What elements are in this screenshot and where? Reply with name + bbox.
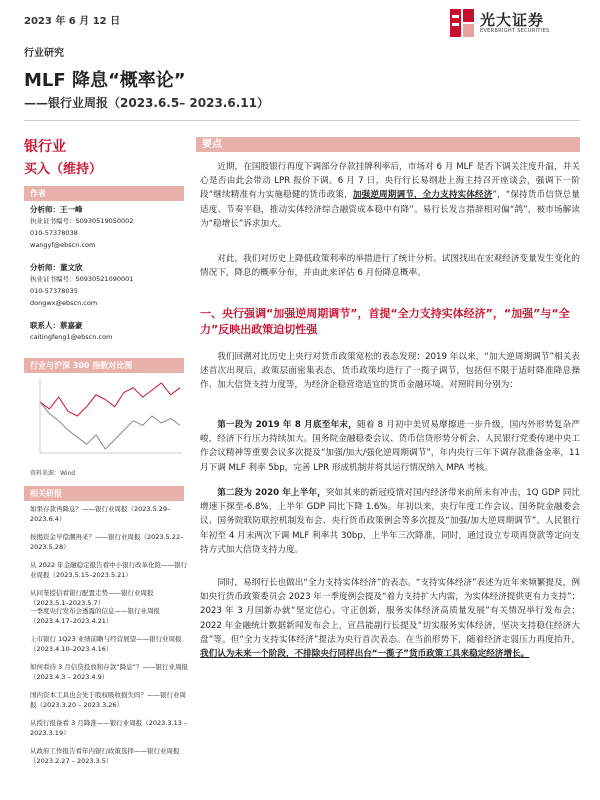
chart-series-line [40, 383, 180, 416]
authors-header: 作者 [24, 186, 184, 201]
body-paragraph-5: 第二段为 2020 年上半年，突如其来的新冠疫情对国内经济带来前所未有冲击，1Q GDP 同比增速下探至-6.8%，上半年 GDP 同比下降 1.6%。年初以来，央行年度工作会议、国务院金融委会议、国务院联防联控机制发布会、央行货币政策例会等多次提及“加强/加大逆周期调节”。人民银行年初至 4 月末两次下调 MLF 利率共 30bp，上半年三次降准，同时，通过设立专项再贷款等定向支持方式加大信贷支持力度。 [200, 488, 581, 555]
related-report-link[interactable]: 国内资本工具也会先于股权吸收损失吗？——银行业周报（2023.3.20 – 2023.3.26） [30, 691, 186, 709]
related-report-link[interactable]: 如何看待 3 月信贷投放和存款“降息”？——银行业周报（2023.4.3 – 2023.4.9） [30, 663, 189, 681]
report-subtitle: ——银行业周报（2023.6.5– 2023.6.11） [24, 96, 269, 110]
related-report-link[interactable]: 一季度央行发布会透露的信息——银行业周报（2023.4.17–2023.4.21） [30, 607, 160, 625]
report-category: 行业研究 [24, 48, 64, 59]
report-title: MLF 降息“概率论” [24, 70, 186, 91]
rating: 买入（维持） [24, 162, 103, 177]
body-paragraph-6: 同时，易纲行长也做出“全力支持实体经济”的表态。“支持实体经济”表述为近年来频繁提及，例如央行货币政策委员会 2023 年一季度例会提及“着力支持扩大内需，为实体经济提供更有力支持”；2023 年 3 月国新办就“坚定信心、守正创新，服务实体经济高质量发展”有关情况举行发布会；2022 年金融统计数据新闻发布会上，宣昌能副行长提及“切实服务实体经济，坚决支持稳住经济大盘”等。但“全力支持实体经济”提法为央行首次表态。在当前形势下，随着经济走弱压力再度抬升，我们认为未来一个阶段，不排除央行同样出台“一揽子”货币政策工具来稳定经济增长。 [200, 578, 580, 660]
summary-paragraph-2: 对此，我们对历史上降低政策利率的举措进行了统计分析。试图找出在宏观经济变量发生变化的情况下，降息的概率分布，并由此来评估 6 月份降息概率。 [200, 254, 580, 279]
logo-name-en: EVERBRIGHT SECURITIES [480, 28, 550, 34]
chart-header: 行业与沪深 300 指数对比图 [24, 358, 184, 373]
author-email[interactable]: dongwx@ebscn.com [30, 299, 98, 307]
brand-logo [450, 6, 580, 40]
summary-header: 要点 [196, 137, 580, 152]
logo-mark-icon [450, 9, 474, 37]
contact-email[interactable]: caitingfeng1@ebscn.com [30, 333, 113, 341]
report-date: 2023 年 6 月 12 日 [24, 16, 121, 27]
body-paragraph-3: 我们回溯对比历史上央行对货币政策宽松的表态发现：2019 年以来，“加大逆周期调节”相关表述首次出现后，政策层面密集表态，货币政策均进行了一揽子调节，包括但不限于适时降准降息操作、加大信贷支持力度等，为经济企稳营造适宜的货币金融环境。对照时间分别为： [200, 352, 580, 391]
summary-paragraph-1: 近期，在国股银行再度下调部分存款挂牌利率后，市场对 6 月 MLF 是否下调关注度升温，并关心是否由此会带动 LPR 报价下调。6 月 7 日，央行行长易纲赴上海主持召开座谈会，强调下一阶段“继续精准有力实施稳健的货币政策，加强逆周期调节，全力支持实体经济”，“保持货币信贷总量适度、节奏平稳，推动实体经济综合融资成本稳中有降”。易行长发言措辞相对偏“鸽”，被市场解读为“稳增长”诉求加大。 [200, 162, 580, 229]
related-report-link[interactable]: 从授行报备看 3 月降准——银行业周报（2023.3.13 – 2023.3.19） [30, 719, 188, 737]
header-divider [24, 120, 580, 121]
logo-name: 光大证券 [480, 11, 545, 29]
author-phone: 010-57378035 [30, 287, 78, 295]
related-report-link[interactable]: 按揭资金早偿潮再来？——银行业周报（2023.5.22–2023.5.28） [30, 533, 184, 551]
related-report-link[interactable]: 上市银行 1Q23 业绩前瞻与经营展望——银行业周报（2023.4.10–2023.4.16） [30, 635, 182, 653]
author-cert: 执业证书编号：S0930521090001 [30, 275, 134, 283]
industry-name: 银行业 [24, 139, 66, 155]
index-comparison-chart [26, 375, 186, 465]
author-email[interactable]: wangyf@ebscn.com [30, 241, 96, 249]
related-report-link[interactable]: 从政府工作报告看年内银行政策选择——银行业周报（2023.2.27 – 2023.3.5） [30, 747, 180, 765]
related-report-link[interactable]: 从同業授信看银行配置走势——银行业周报（2023.5.1–2023.5.7） [30, 589, 154, 607]
contact-name: 联系人：蔡嘉豪 [30, 321, 83, 330]
related-report-link[interactable]: 如果存款再降息？——银行业周报（2023.5.29–2023.6.4） [30, 505, 171, 523]
author-name: 分析师：王一峰 [30, 205, 83, 214]
chart-series-line [40, 402, 180, 449]
related-reports-header: 相关研报 [24, 486, 184, 501]
chart-source: 资料来源：Wind [30, 470, 76, 477]
section-heading: 一、央行强调“加强逆周期调节”，首提“全力支持实体经济”，“加强”与“全力”反映出政策迫切性强 [200, 307, 570, 336]
body-paragraph-4: 第一段为 2019 年 8 月底至年末，随着 8 月初中美贸易摩擦进一步升级，国内外形势复杂严峻，经济下行压力持续加大。国务院金融稳委会议、货币信贷形势分析会、人民银行党委传递中央工作会议精神等重要会议多次提及“加强/加大/强化逆周期调节”，年内央行三年下调存款准备金率，11 月下调 MLF 利率 5bp，完善 LPR 形成机制并将其运行情况纳入 MPA 考核。 [200, 420, 580, 473]
author-cert: 执业证书编号：S0930519050002 [30, 217, 134, 225]
author-phone: 010-57378038 [30, 229, 78, 237]
related-report-link[interactable]: 从 2022 年金融稳定报告看中小银行改革化险——银行业周报（2023.5.15–2023.5.21） [30, 561, 188, 579]
author-name: 分析师：董文欣 [30, 263, 83, 272]
